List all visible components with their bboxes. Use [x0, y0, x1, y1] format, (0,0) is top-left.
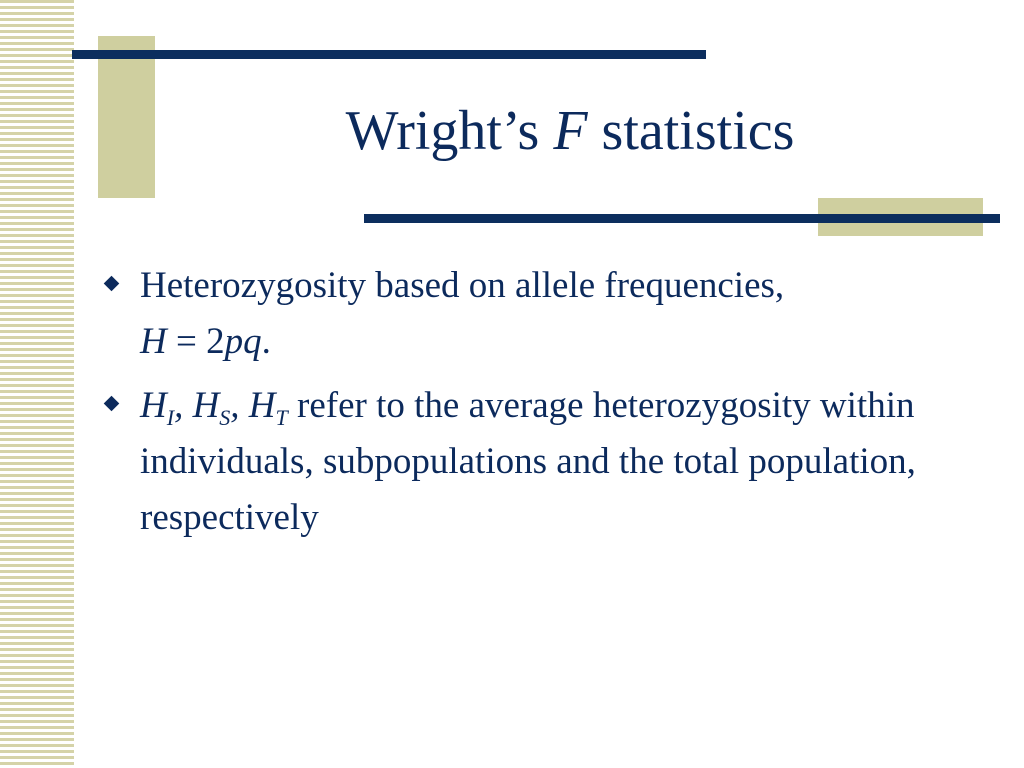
title-text-italic: F	[553, 100, 588, 162]
decorative-top-rule	[72, 50, 706, 59]
slide-title	[160, 95, 980, 167]
bullet-item-heterozygosity	[104, 258, 984, 370]
decorative-bottom-rule	[364, 214, 1000, 223]
formula-variable-h: H	[140, 321, 167, 362]
decorative-side-stripes	[0, 0, 74, 768]
diamond-bullet-icon	[104, 396, 120, 412]
title-text-pre: Wright’s	[345, 100, 554, 162]
formula-period: .	[261, 321, 271, 362]
decorative-tan-block-left	[98, 36, 155, 198]
separator-comma-1: ,	[174, 385, 193, 426]
bullet-text-description: refer to the average heterozygosity within individuals, subpopulations and the total population, respectively	[140, 385, 916, 538]
formula-variable-pq: pq	[224, 321, 262, 362]
symbol-h-t: H	[248, 385, 276, 426]
subscript-i: I	[166, 405, 175, 430]
formula-equals: = 2	[166, 321, 225, 362]
bullet-item-hi-hs-ht	[104, 378, 984, 546]
title-text-post: statistics	[587, 100, 795, 162]
bullet-text-line: Heterozygosity based on allele frequencies,	[140, 265, 785, 306]
separator-comma-2: ,	[230, 385, 249, 426]
symbol-h-s: H	[192, 385, 220, 426]
symbol-h-i: H	[140, 385, 167, 426]
diamond-bullet-icon	[104, 276, 120, 292]
bullet-list	[104, 258, 984, 554]
subscript-t: T	[275, 405, 288, 430]
subscript-s: S	[219, 405, 231, 430]
